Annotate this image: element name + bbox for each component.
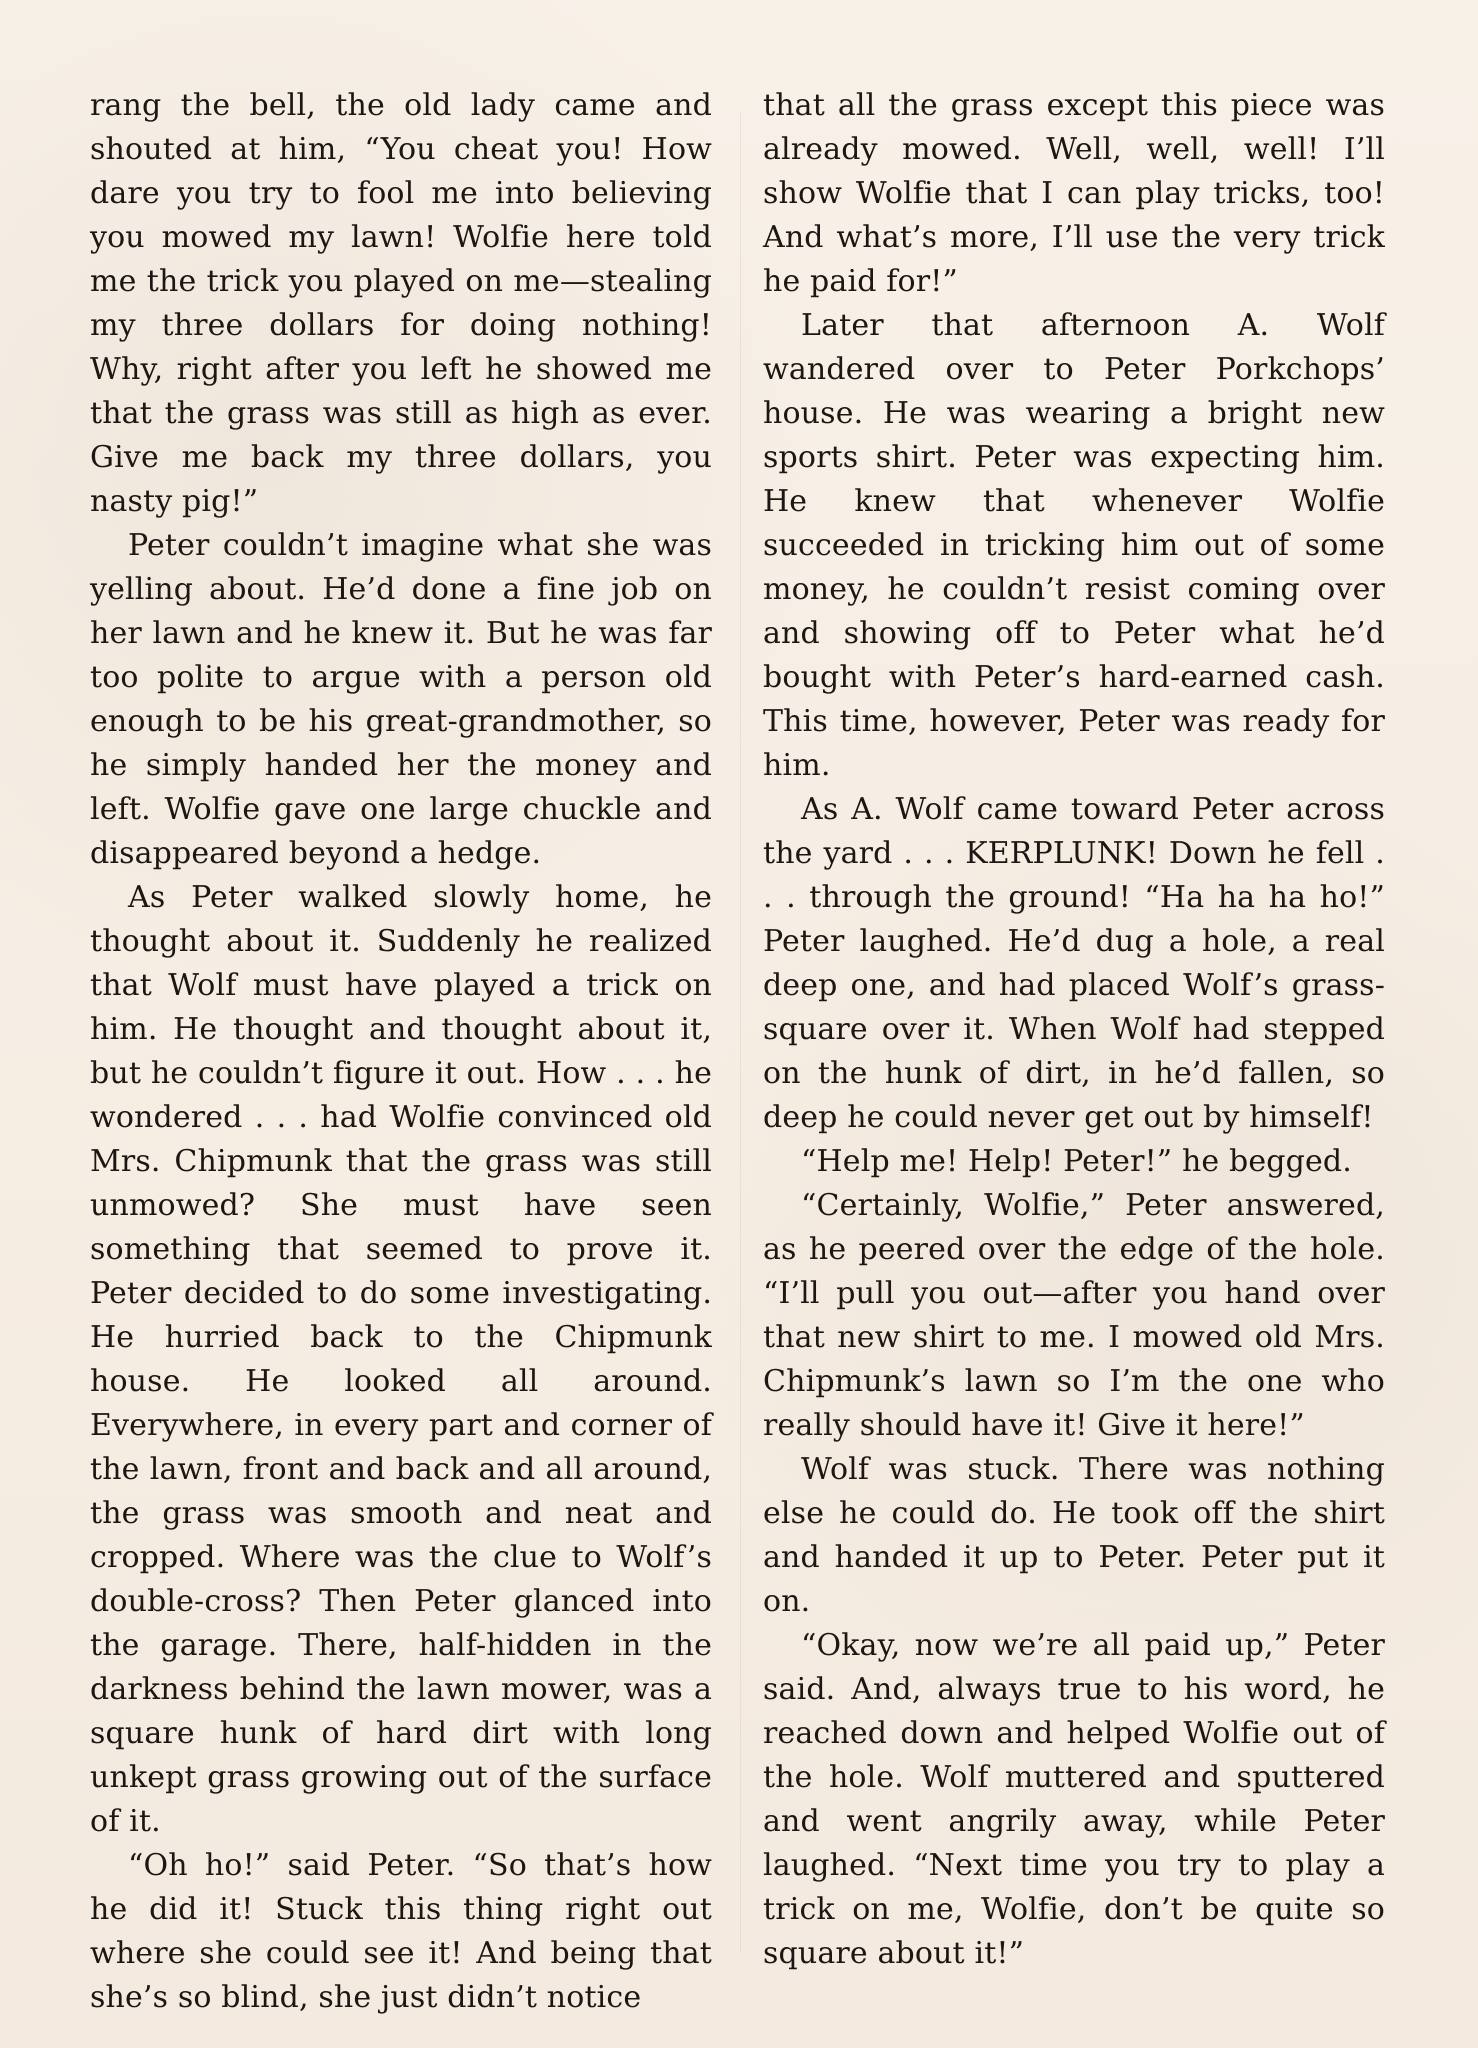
story-paragraph: Wolf was stuck. There was nothing else he could do. He took off the shirt and handed it up to Peter. Peter put it on.: [763, 1452, 1385, 1619]
story-paragraph: Peter couldn’t imagine what she was yelling about. He’d done a fine job on her lawn and he knew it. But he was far too polite to argue with a person old enough to be his great-grandmother, so he simply handed her the money and left. Wolfie gave one large chuckle and disappeared beyond a hedge.: [90, 528, 712, 871]
story-paragraph: “Okay, now we’re all paid up,” Peter said. And, always true to his word, he reached down and helped Wolfie out of the hole. Wolf muttered and sputtered and went angrily away, while Peter laughed. “Next time you try to play a trick on me, Wolfie, don’t be quite so square about it!”: [763, 1628, 1385, 1971]
story-paragraph: “Oh ho!” said Peter. “So that’s how he did it! Stuck this thing right out where she could see it! And being that she’s so blind, she just didn’t notice: [90, 1848, 712, 2015]
story-paragraph: As Peter walked slowly home, he thought about it. Suddenly he realized that Wolf must have played a trick on him. He thought and thought about it, but he couldn’t figure it out. How . . . he wondered . . . had Wolfie convinced old Mrs. Chipmunk that the grass was still unmowed? She must have seen something that seemed to prove it. Peter decided to do some investigating. He hurried back to the Chipmunk house. He looked all around. Everywhere, in every part and corner of the lawn, front and back and all around, the grass was smooth and neat and cropped. Where was the clue to Wolf’s double-cross? Then Peter glanced into the garage. There, half-hidden in the darkness behind the lawn mower, was a square hunk of hard dirt with long unkept grass growing out of the surface of it.: [90, 880, 712, 1839]
story-paragraph: rang the bell, the old lady came and shouted at him, “You cheat you! How dare you try to fool me into believing you mowed my lawn! Wolfie here told me the trick you played on me—stealing my three dollars for doing nothing! Why, right after you left he showed me that the grass was still as high as ever. Give me back my three dollars, you nasty pig!”: [90, 88, 712, 519]
story-paragraph: Later that afternoon A. Wolf wandered over to Peter Porkchops’ house. He was wearing a bright new sports shirt. Peter was expecting him. He knew that whenever Wolfie succeeded in tricking him out of some money, he couldn’t resist coming over and showing off to Peter what he’d bought with Peter’s hard-earned cash. This time, however, Peter was ready for him.: [763, 308, 1385, 783]
story-paragraph: that all the grass except this piece was already mowed. Well, well, well! I’ll show Wolfie that I can play tricks, too! And what’s more, I’ll use the very trick he paid for!”: [763, 88, 1385, 299]
left-column: [90, 84, 712, 2020]
story-paragraph: As A. Wolf came toward Peter across the yard . . . KERPLUNK! Down he fell . . . through the ground! “Ha ha ha ho!” Peter laughed. He’d dug a hole, a real deep one, and had placed Wolf’s grass-square over it. When Wolf had stepped on the hunk of dirt, in he’d fallen, so deep he could never get out by himself!: [763, 792, 1385, 1135]
story-paragraph: “Certainly, Wolfie,” Peter answered, as he peered over the edge of the hole. “I’ll pull you out—after you hand over that new shirt to me. I mowed old Mrs. Chipmunk’s lawn so I’m the one who really should have it! Give it here!”: [763, 1188, 1385, 1443]
right-column: [763, 84, 1385, 1976]
story-paragraph: “Help me! Help! Peter!” he begged.: [801, 1144, 1352, 1179]
